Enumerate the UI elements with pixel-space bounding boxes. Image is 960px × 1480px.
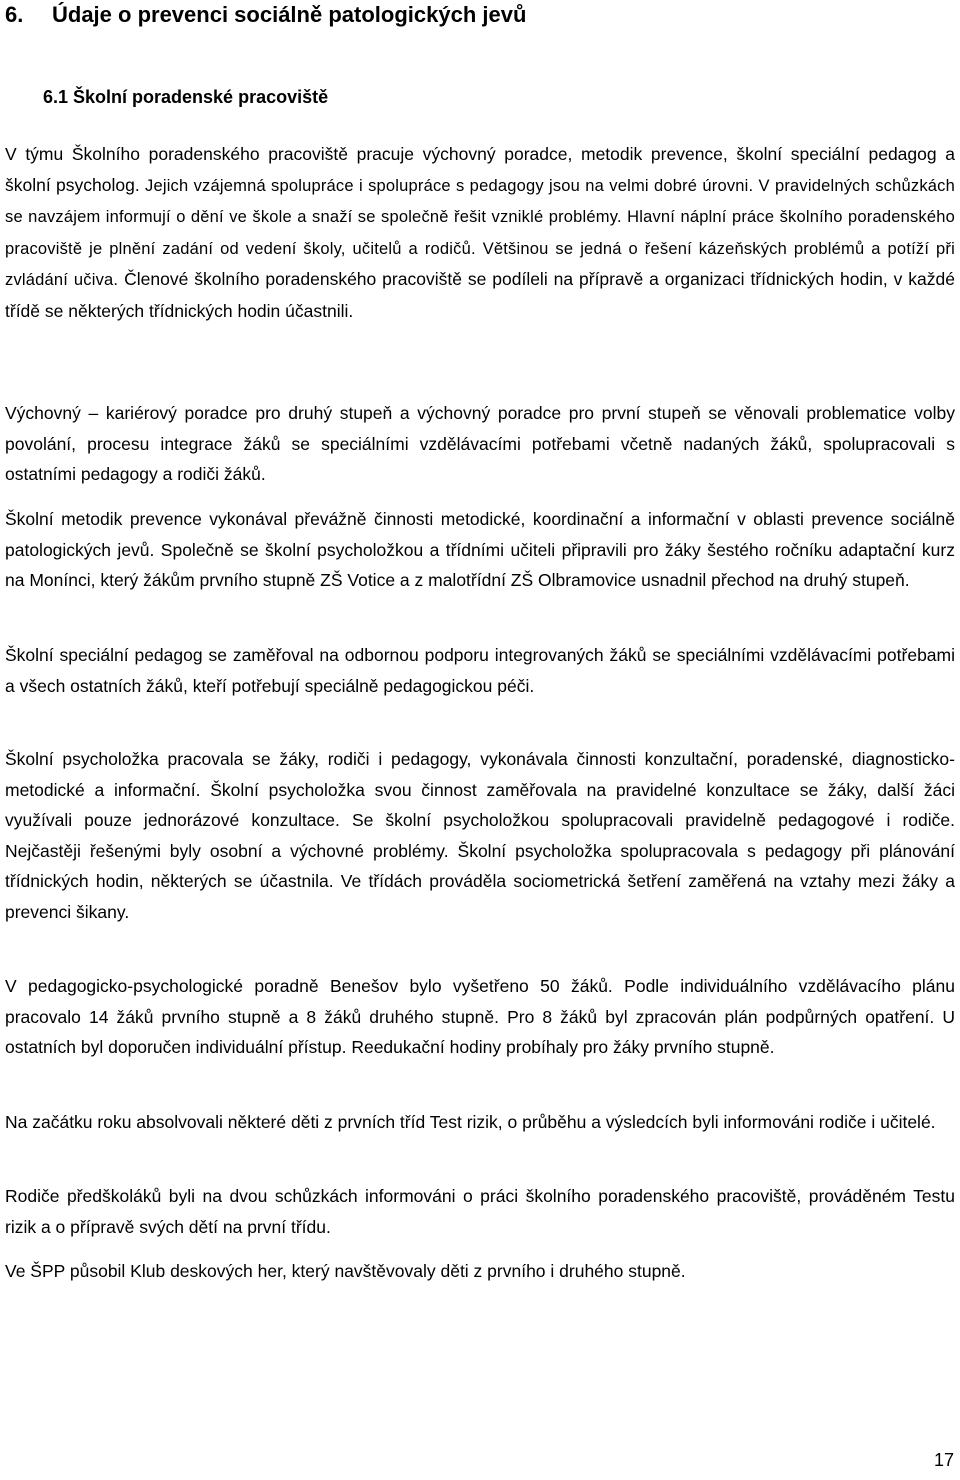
chapter-title: Údaje o prevenci sociálně patologických jevů: [52, 2, 527, 27]
paragraph-psychologist: Školní psycholožka pracovala se žáky, rodiči i pedagogy, vykonávala činnosti konzultační, poradenské, diagnosticko-metodické a informační. Školní psycholožka svou činnost zaměřovala na pravidelné konzultace se žáky, další žáci využívali pouze jednorázové konzultace. Se školní psycholožkou spolupracovali pravidelně pedagogové i rodiče. Nejčastěji řešenými byly osobní a výchovné problémy. Školní psycholožka spolupracovala s pedagogy při plánování třídnických hodin, některých se účastnila. Ve třídách prováděla sociometrická šetření zaměřená na vztahy mezi žáky a prevenci šikany.: [5, 749, 955, 922]
paragraph-special-pedagogue: Školní speciální pedagog se zaměřoval na odbornou podporu integrovaných žáků se speciálními vzdělávacími potřebami a všech ostatních žáků, kteří potřebují speciálně pedagogickou péči.: [5, 645, 955, 696]
paragraph-team-sentence-1: V týmu Školního poradenského pracoviště pracuje výchovný poradce, metodik prevence, školní speciální pedagog a školní psycholog.: [5, 144, 955, 195]
chapter-number: 6.: [5, 2, 24, 27]
paragraph-team-sentences-2: Jejich vzájemná spolupráce i spolupráce s pedagogy jsou na velmi dobré úrovni. V pravidelných schůzkách se navzájem informují o dění ve škole a snaží se společně řešit vzniklé problémy. Hlavní náplní práce školního poradenského pracoviště je plnění zadání od vedení školy, učitelů a rodičů. Většinou se jedná o řešení kázeňských problémů a potíží při zvládání učiva.: [5, 176, 955, 289]
paragraph-team-sentence-3: Členové školního poradenského pracoviště se podíleli na přípravě a organizaci třídnických hodin, v každé třídě se některých třídnických hodin účastnili.: [5, 269, 955, 321]
paragraph-risk-test: Na začátku roku absolvovali některé děti z prvních tříd Test rizik, o průběhu a výsledcích byli informováni rodiče i učitelé.: [5, 1112, 936, 1132]
paragraph-team: [5, 139, 955, 326]
paragraph-career-advisor: Výchovný – kariérový poradce pro druhý stupeň a výchovný poradce pro první stupeň se věnovali problematice volby povolání, procesu integrace žáků se speciálními vzdělávacími potřebami včetně nadaných žáků, spolupracovali s ostatními pedagogy a rodiči žáků.: [5, 403, 955, 484]
paragraph-preschool-parents: Rodiče předškoláků byli na dvou schůzkách informováni o práci školního poradenského pracoviště, prováděném Testu rizik a o přípravě svých dětí na první třídu.: [5, 1186, 955, 1237]
paragraph-board-games-club: Ve ŠPP působil Klub deskových her, který navštěvovaly děti z prvního i druhého stupně.: [5, 1261, 686, 1281]
paragraph-counseling-center: V pedagogicko-psychologické poradně Benešov bylo vyšetřeno 50 žáků. Podle individuálního vzdělávacího plánu pracovalo 14 žáků prvního stupně a 8 žáků druhého stupně. Pro 8 žáků byl zpracován plán podpůrných opatření. U ostatních byl doporučen individuální přístup. Reedukační hodiny probíhaly pro žáky prvního stupně.: [5, 976, 955, 1057]
page-number: 17: [933, 1450, 954, 1470]
paragraph-prevention-methodist: Školní metodik prevence vykonával převážně činnosti metodické, koordinační a informační v oblasti prevence sociálně patologických jevů. Společně se školní psycholožkou a třídními učiteli připravili pro žáky šestého ročníku adaptační kurz na Monínci, který žákům prvního stupně ZŠ Votice a z malotřídní ZŠ Olbramovice usnadnil přechod na druhý stupeň.: [5, 509, 955, 590]
chapter-heading: [5, 0, 526, 30]
section-heading: 6.1 Školní poradenské pracoviště: [43, 87, 329, 107]
